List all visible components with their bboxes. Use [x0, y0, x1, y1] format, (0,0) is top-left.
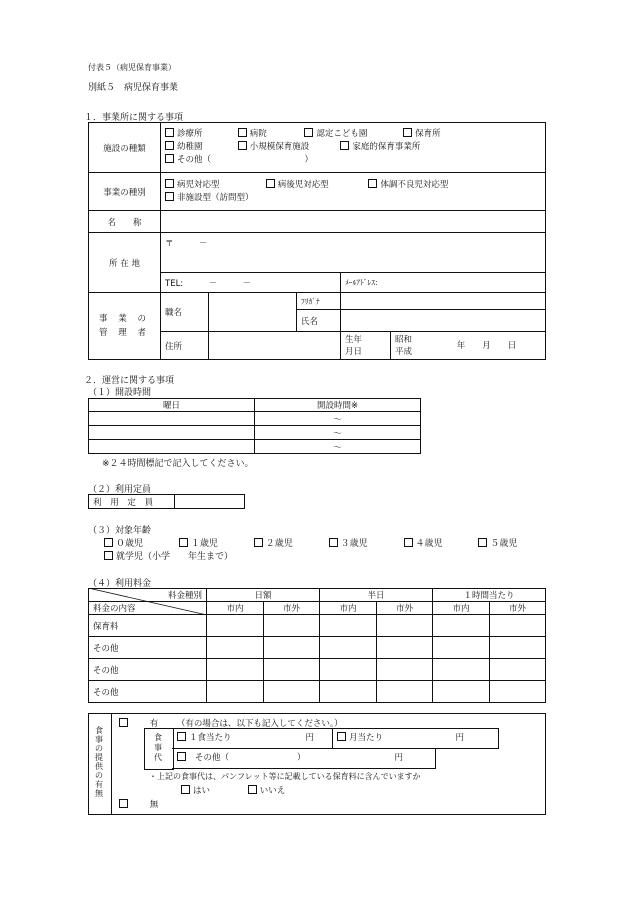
ages-title: （３）対象年齢 [88, 526, 152, 536]
fee-cell[interactable] [433, 615, 490, 637]
checkbox-included-no[interactable] [248, 785, 257, 794]
checkbox-included-yes[interactable] [181, 785, 190, 794]
fee-cell[interactable] [207, 615, 264, 637]
hours-range-field[interactable]: ～ [255, 440, 421, 454]
capacity-field[interactable] [175, 495, 245, 509]
facility-options-row2: 幼稚園 小規模保育施設 家庭的保育事業所 [165, 141, 541, 154]
meal-included-answers: はい いいえ [181, 784, 285, 796]
meals-no-label: 無 [149, 800, 159, 810]
meals-side-cell [89, 714, 112, 814]
job-title-field[interactable] [209, 293, 297, 332]
checkbox-per-month[interactable] [337, 732, 346, 741]
business-options-row1: 病児対応型 病後児対応型 体調不良児対応型 [165, 179, 541, 192]
fees-type-header: 料金種別 [89, 589, 207, 602]
hours-table [88, 398, 421, 454]
per-meal-field[interactable]: １食当たり 円 [172, 728, 333, 749]
checkbox-hoikusho[interactable] [403, 128, 412, 137]
fee-cell[interactable] [207, 637, 264, 659]
capacity-table [88, 494, 245, 509]
facility-options-row3: その他（ ） [165, 154, 541, 167]
hours-title: （１）開設時間 [88, 388, 152, 398]
business-type-label: 事業の種別 [89, 173, 161, 211]
hours-day-field[interactable] [89, 440, 255, 454]
checkbox-clinic[interactable] [165, 128, 174, 137]
residence-label: 住所 [161, 332, 209, 360]
fees-sub-out: 市外 [490, 602, 546, 615]
meals-yes-label: 有 [149, 719, 159, 729]
fee-cell[interactable] [320, 637, 377, 659]
ages-options: ０歳児 １歳児 ２歳児 ３歳児 ４歳児 ５歳児 [104, 536, 517, 549]
facility-options-row1: 診療所 病院 認定こども園 保育所 [165, 128, 541, 141]
fees-group-hourly: １時間当たり [433, 589, 546, 602]
meals-box [88, 713, 546, 815]
fee-cell[interactable] [207, 681, 264, 703]
fee-cell[interactable] [490, 681, 546, 703]
checkbox-age4[interactable] [404, 538, 413, 547]
fee-cell[interactable] [320, 659, 377, 681]
capacity-title: （２）利用定員 [88, 485, 152, 495]
email-field[interactable]: ﾒｰﾙｱﾄﾞﾚｽ: [341, 273, 546, 293]
fee-cell[interactable] [377, 659, 433, 681]
fee-cell[interactable] [490, 659, 546, 681]
meal-included-question: ・上記の食事代は、パンフレット等に記載している保育料に含んでいますか [149, 772, 421, 781]
meal-cost-label-cell [144, 728, 174, 770]
full-name-label: 氏名 [297, 310, 341, 332]
checkbox-per-meal[interactable] [177, 732, 186, 741]
hours-col-day: 曜日 [89, 399, 255, 412]
capacity-label: 利 用 定 員 [89, 495, 175, 509]
meal-cost-label: 食事代 [154, 733, 162, 762]
dob-field[interactable]: 昭和 平成 年 月 日 [391, 332, 546, 360]
checkbox-age0[interactable] [104, 538, 113, 547]
per-month-field[interactable]: 月当たり 円 [332, 728, 499, 749]
fees-header-diagonal [88, 588, 207, 615]
fee-cell[interactable] [490, 637, 546, 659]
hours-range-field[interactable]: ～ [255, 412, 421, 426]
postal-field[interactable]: 〒 － [161, 233, 546, 273]
checkbox-small-nursery[interactable] [238, 141, 247, 150]
checkbox-age2[interactable] [254, 538, 263, 547]
checkbox-age1[interactable] [179, 538, 188, 547]
facility-table [88, 122, 546, 360]
fee-cell[interactable] [264, 659, 320, 681]
checkbox-sick-child[interactable] [165, 179, 174, 188]
ages-school-row: 就学児（小学 年生まで） [104, 549, 233, 562]
checkbox-meal-other[interactable] [177, 752, 186, 761]
checkbox-kindergarten[interactable] [165, 141, 174, 150]
fees-content-header: 料金の内容 [89, 602, 207, 615]
full-name-field[interactable] [341, 310, 546, 332]
furigana-label: ﾌﾘｶﾞﾅ [297, 293, 341, 310]
checkbox-school-age[interactable] [104, 551, 113, 560]
fees-sub-out: 市外 [377, 602, 433, 615]
form-title: 別紙５ 病児保育事業 [88, 83, 179, 93]
fee-cell[interactable] [377, 637, 433, 659]
fee-cell[interactable] [433, 637, 490, 659]
address-label: 所 在 地 [89, 233, 161, 293]
business-visiting-label: 非施設型（訪問型） [177, 192, 254, 203]
fee-cell[interactable] [320, 681, 377, 703]
hours-day-field[interactable] [89, 412, 255, 426]
checkbox-visiting[interactable] [165, 192, 174, 201]
checkbox-meals-yes[interactable] [119, 718, 128, 727]
fees-row-label: その他 [89, 681, 207, 703]
fees-group-daily: 日額 [207, 589, 320, 602]
fee-cell[interactable] [377, 615, 433, 637]
name-field[interactable] [161, 211, 546, 233]
checkbox-post-sick-child[interactable] [266, 179, 275, 188]
fees-row-label: その他 [89, 659, 207, 681]
tel-field[interactable]: TEL: － － [161, 273, 341, 293]
checkbox-age3[interactable] [329, 538, 338, 547]
checkbox-hospital[interactable] [238, 128, 247, 137]
facility-type-label: 施設の種類 [89, 123, 161, 173]
hours-note: ※２４時間標記で記入してください。 [102, 459, 254, 469]
checkbox-unwell-child[interactable] [368, 179, 377, 188]
fee-cell[interactable] [433, 681, 490, 703]
hours-day-field[interactable] [89, 426, 255, 440]
appendix-label: 付表５（病児保育事業） [88, 63, 176, 72]
fee-cell[interactable] [433, 659, 490, 681]
manager-label: 事 業 の 管 理 者 [89, 293, 161, 360]
fee-cell[interactable] [320, 615, 377, 637]
furigana-field[interactable] [341, 293, 546, 310]
checkbox-kodomoen[interactable] [304, 128, 313, 137]
section1-title: １．事業所に関する事項 [84, 113, 184, 123]
checkbox-facility-other[interactable] [165, 154, 174, 163]
fees-sub-out: 市外 [264, 602, 320, 615]
fees-sub-in: 市内 [433, 602, 490, 615]
hours-col-hours: 開設時間※ [255, 399, 421, 412]
fee-cell[interactable] [377, 681, 433, 703]
fees-sub-in: 市内 [320, 602, 377, 615]
meals-yes-note: （有の場合は、以下も記入してください。） [176, 719, 343, 729]
fee-cell[interactable] [207, 659, 264, 681]
dob-label: 生年 月日 [341, 332, 391, 360]
name-label: 名 称 [89, 211, 161, 233]
fee-cell[interactable] [264, 637, 320, 659]
fees-sub-in: 市内 [207, 602, 264, 615]
section2-title: ２．運営に関する事項 [84, 376, 175, 386]
fee-cell[interactable] [490, 615, 546, 637]
checkbox-age5[interactable] [478, 538, 487, 547]
job-title-label: 職名 [161, 293, 209, 332]
checkbox-meals-no[interactable] [119, 799, 128, 808]
hours-range-field[interactable]: ～ [255, 426, 421, 440]
fees-title: （４）利用料金 [88, 579, 152, 589]
fee-cell[interactable] [264, 615, 320, 637]
meal-other-field[interactable]: その他（ ） 円 [172, 748, 436, 769]
checkbox-home-nursery[interactable] [340, 141, 349, 150]
residence-field[interactable] [209, 332, 341, 360]
fee-cell[interactable] [264, 681, 320, 703]
meals-side-label: 食事の提供の有無 [95, 726, 103, 798]
fees-row-label: 保育料 [89, 615, 207, 637]
fees-row-label: その他 [89, 637, 207, 659]
fees-group-halfday: 半日 [320, 589, 433, 602]
